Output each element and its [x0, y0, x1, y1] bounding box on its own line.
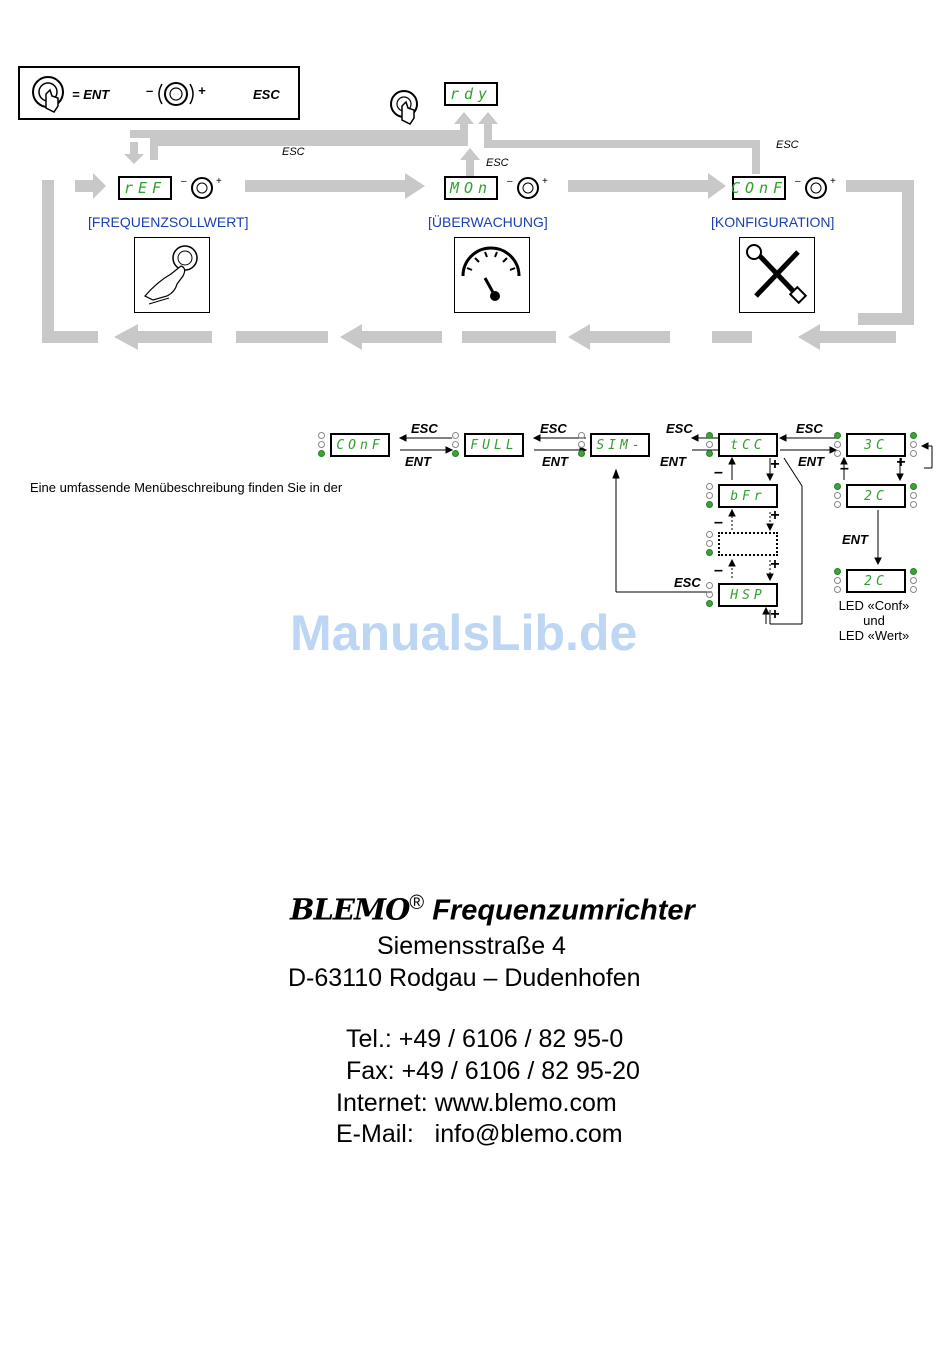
svg-text:–: –: [181, 176, 187, 187]
display-rdy: rdy: [444, 82, 498, 106]
led-caption-line1: LED «Conf»: [838, 598, 910, 613]
key-ent-label: ENT: [842, 532, 868, 547]
brand-product: Frequenzumrichter: [432, 894, 695, 927]
minus-sign: –: [840, 460, 849, 477]
display-3c: 3C: [846, 433, 906, 457]
key-ent-label: ENT: [660, 454, 686, 469]
display-tcc: tCC: [718, 433, 778, 457]
led-caption-line2: und: [863, 613, 885, 628]
display-full: FULL: [464, 433, 524, 457]
esc-label: ESC: [776, 139, 799, 151]
svg-text:–: –: [795, 176, 801, 187]
svg-text:+: +: [830, 176, 836, 187]
internet-label: Internet:: [336, 1089, 428, 1117]
registered-mark: ®: [409, 892, 425, 914]
plus-sign: +: [770, 456, 780, 473]
minus-sign: –: [714, 514, 723, 531]
legend-esc-label: ESC: [253, 87, 280, 102]
display-ref: rEF: [118, 176, 172, 200]
menu-label-monitoring: [ÜBERWACHUNG]: [428, 214, 548, 230]
email-line: [336, 1120, 623, 1149]
display-2c-saved: 2C: [846, 569, 906, 593]
legend-ent-label: = ENT: [72, 87, 110, 102]
minus-sign: –: [714, 464, 723, 481]
led-indicator: [834, 432, 842, 459]
led-indicator: [706, 483, 714, 510]
esc-label: ESC: [282, 146, 305, 158]
led-indicator: [910, 568, 918, 595]
minus-sign: –: [714, 562, 723, 579]
fax-number: Fax: +49 / 6106 / 82 95-20: [346, 1057, 640, 1085]
key-ent-label: ENT: [798, 454, 824, 469]
address-street: Siemensstraße 4: [377, 932, 566, 960]
dial-rotate-icon: [180, 172, 228, 202]
display-bfr: bFr: [718, 484, 778, 508]
phone-number: Tel.: +49 / 6106 / 82 95-0: [346, 1025, 624, 1053]
svg-text:+: +: [542, 176, 548, 187]
led-indicator: [834, 568, 842, 595]
display-sim: SIM-: [590, 433, 650, 457]
led-indicator: [706, 432, 714, 459]
legend-minus: –: [146, 83, 154, 98]
email-label: E-Mail:: [336, 1120, 414, 1148]
led-indicator: [452, 432, 460, 459]
led-indicator: [318, 432, 326, 459]
led-caption: [826, 598, 922, 643]
tools-icon: [739, 237, 815, 313]
display-mon: MOn: [444, 176, 498, 200]
plus-sign: +: [770, 606, 780, 623]
led-indicator: [578, 432, 586, 459]
led-indicator: [706, 582, 714, 609]
menu-label-frequency-reference: [FREQUENZSOLLWERT]: [88, 214, 249, 230]
brand-logo: BLEMO: [290, 892, 410, 927]
plus-sign: +: [770, 507, 780, 524]
key-esc-label: ESC: [411, 421, 438, 436]
internet-line: [336, 1089, 617, 1118]
hand-dial-icon: [134, 237, 210, 313]
svg-text:+: +: [216, 176, 222, 187]
gauge-icon: [454, 237, 530, 313]
led-indicator: [706, 531, 714, 558]
display-2c: 2C: [846, 484, 906, 508]
dial-press-icon: [386, 86, 426, 130]
email-link[interactable]: info@blemo.com: [434, 1120, 623, 1148]
key-ent-label: ENT: [405, 454, 431, 469]
menu-reference-note: Eine umfassende Menübeschreibung finden Sie in der: [30, 480, 343, 495]
watermark: ManualsLib.de: [290, 605, 638, 661]
display-conf-flow: COnF: [330, 433, 390, 457]
menu-label-configuration: [KONFIGURATION]: [711, 214, 835, 230]
key-esc-label: ESC: [666, 421, 693, 436]
key-ent-label: ENT: [542, 454, 568, 469]
led-caption-line3: LED «Wert»: [838, 628, 910, 643]
key-esc-label: ESC: [796, 421, 823, 436]
plus-sign: +: [896, 454, 906, 471]
esc-label: ESC: [486, 157, 509, 169]
company-brand: [290, 892, 695, 928]
key-esc-label: ESC: [540, 421, 567, 436]
plus-sign: +: [770, 556, 780, 573]
address-city: D-63110 Rodgau – Dudenhofen: [288, 964, 641, 992]
website-link[interactable]: www.blemo.com: [434, 1089, 617, 1117]
key-esc-label: ESC: [674, 575, 701, 590]
svg-text:–: –: [507, 176, 513, 187]
legend-plus: +: [198, 83, 206, 98]
dial-rotate-icon: [794, 172, 842, 202]
led-indicator: [910, 432, 918, 459]
display-conf: COnF: [732, 176, 786, 200]
display-hsp: HSP: [718, 583, 778, 607]
dial-rotate-icon: [506, 172, 554, 202]
led-indicator: [910, 483, 918, 510]
led-indicator: [834, 483, 842, 510]
display-placeholder: [718, 532, 778, 556]
